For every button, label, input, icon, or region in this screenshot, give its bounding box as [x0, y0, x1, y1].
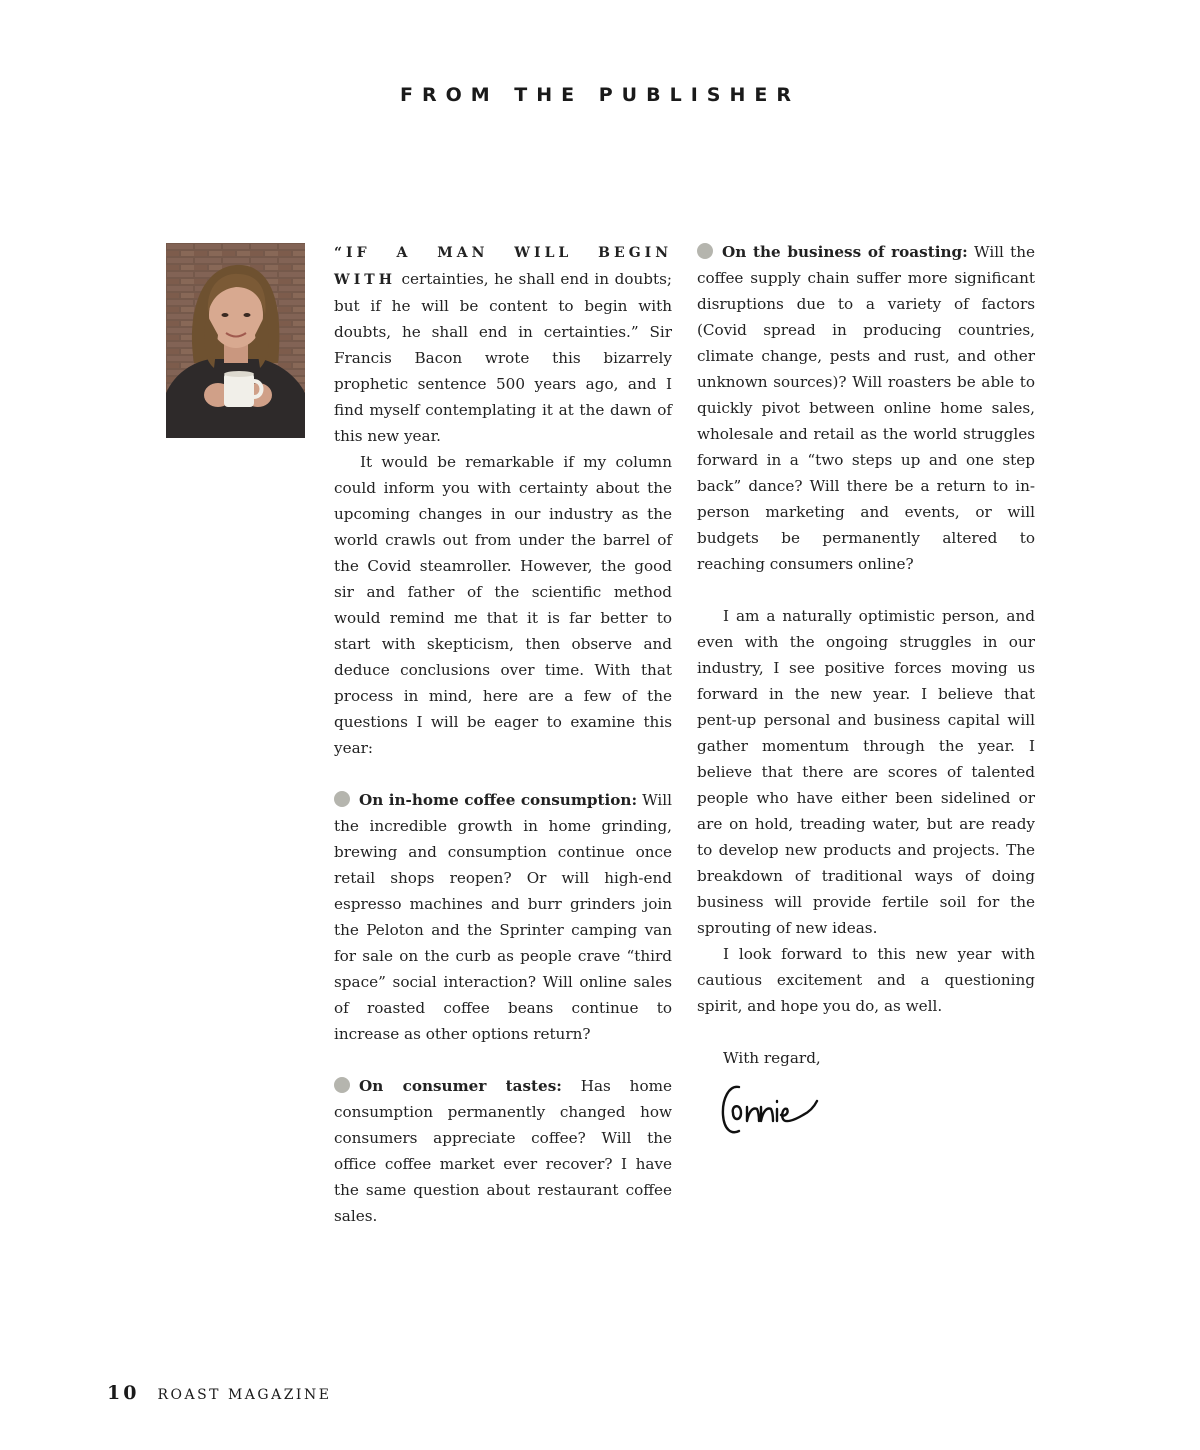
- opening-quote-caps: “IF A MAN WILL BEGIN WITH: [334, 245, 672, 288]
- body-paragraph: It would be remarkable if my column could inform you with certainty about the upcoming changes in our industry as the world crawls out from under the barrel of the Covid steamroller. However, the good sir and father of the scientific method would remind me that it is far better to start with skepticism, then observe and deduce conclusions over time. With that process in mind, here are a few of the questions I will be eager to examine this year:: [334, 453, 672, 757]
- section-title: FROM THE PUBLISHER: [400, 84, 800, 106]
- article-column-right: [697, 239, 1035, 1143]
- signature-connie: [719, 1077, 829, 1143]
- bullet-dot-icon: [697, 243, 713, 259]
- magazine-name: ROAST MAGAZINE: [157, 1387, 332, 1403]
- bullet-label: On in-home coffee consumption:: [359, 791, 638, 809]
- publisher-photo: [166, 243, 305, 438]
- bullet-dot-icon: [334, 791, 350, 807]
- article-column-left: [334, 239, 672, 1229]
- page-footer: [107, 1382, 331, 1404]
- bullet-text: Will the incredible growth in home grinding, brewing and consumption continue once retail shops reopen? Or will high-end espresso machines and burr grinders join the Peloton and the Sprinter camping van for sale on the curb as people crave “third space” social interaction? Will online sales of roasted coffee beans continue to increase as other options return?: [334, 791, 673, 1043]
- closing-salutation: With regard,: [723, 1049, 821, 1067]
- bullet-label: On the business of roasting:: [722, 243, 968, 261]
- bullet-text: Has home consumption permanently changed how consumers appreciate coffee? Will the office coffee market ever recover? I have the same question about restaurant coffee sales.: [334, 1077, 672, 1225]
- bullet-business-of-roasting: [697, 239, 1035, 577]
- bullet-consumer-tastes: [334, 1073, 672, 1229]
- bullet-text: Will the coffee supply chain suffer more significant disruptions due to a variety of factors (Covid spread in producing countries, climate change, pests and rust, and other unknown sources)? Will roasters be able to quickly pivot between online home sales, wholesale and retail as the world struggles forward in a “two steps up and one step back” dance? Will there be a return to in-person marketing and events, or will budgets be permanently altered to reaching consumers online?: [697, 243, 1036, 573]
- body-paragraph: I look forward to this new year with cautious excitement and a questioning spirit, and hope you do, as well.: [697, 945, 1035, 1015]
- page-number: 10: [107, 1382, 140, 1404]
- bullet-label: On consumer tastes:: [359, 1077, 562, 1095]
- bullet-dot-icon: [334, 1077, 350, 1093]
- opening-paragraph: [334, 239, 672, 449]
- bullet-in-home-consumption: [334, 787, 672, 1047]
- opening-paragraph-text: certainties, he shall end in doubts; but if he will be content to begin with doubts, he shall end in certainties.” Sir Francis Bacon wrote this bizarrely prophetic sentence 500 years ago, and I find myself contemplating it at the dawn of this new year.: [334, 270, 672, 445]
- body-paragraph: I am a naturally optimistic person, and even with the ongoing struggles in our industry, I see positive forces moving us forward in the new year. I believe that pent-up personal and business capital will gather momentum through the year. I believe that there are scores of talented people who have either been sidelined or are on hold, treading water, but are ready to develop new products and projects. The breakdown of traditional ways of doing business will provide fertile soil for the sprouting of new ideas.: [697, 607, 1035, 937]
